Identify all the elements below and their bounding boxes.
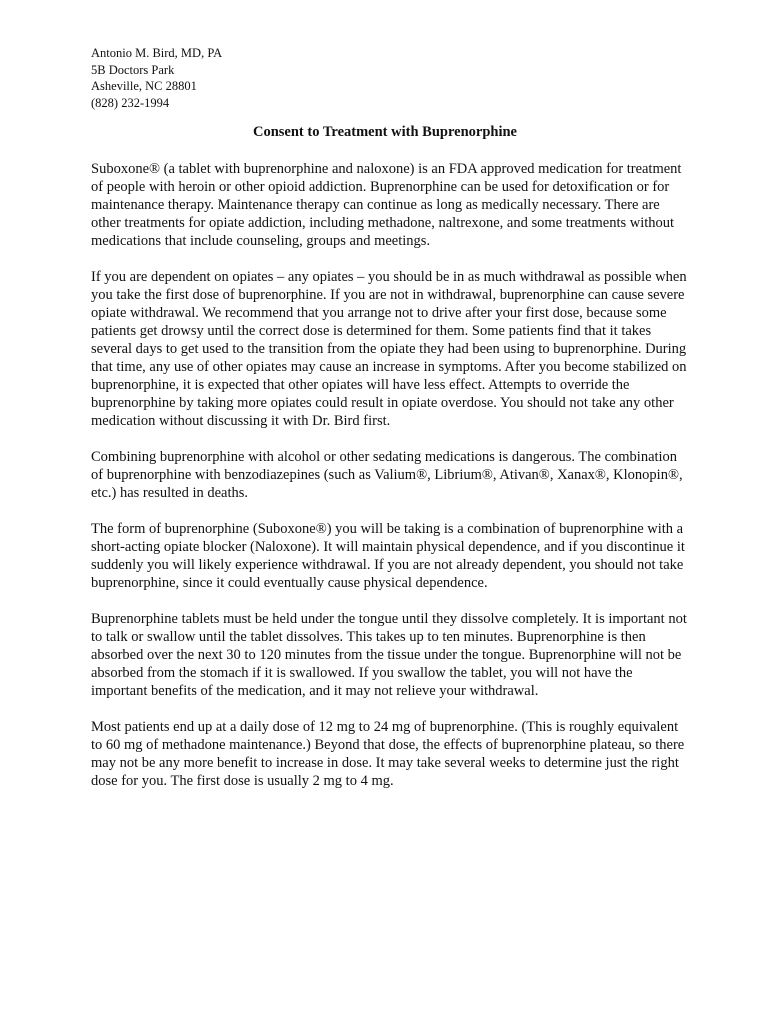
paragraph-sublingual: Buprenorphine tablets must be held under the tongue until they dissolve completely. It is important not to talk or swallow until the tablet dissolves. This takes up to ten minutes. Buprenorphine is then absorbed over the next 30 to 120 minutes from the tissue under the tongue. Buprenorphine will not be absorbed from the stomach if it is swallowed. If you swallow the tablet, you will not have the important benefits of the medication, and it may not relieve your withdrawal. — [91, 611, 687, 699]
document-body — [91, 160, 691, 808]
letterhead-street: 5B Doctors Park — [91, 62, 175, 77]
paragraph-withdrawal: If you are dependent on opiates – any opiates – you should be in as much withdrawal as possible when you take the first dose of buprenorphine. If you are not in withdrawal, buprenorphine can cause severe opiate withdrawal. We recommend that you arrange not to drive after your first dose, because some patients get drowsy until the correct dose is determined for them. Some patients find that it takes several days to get used to the transition from the opiate they had been using to buprenorphine. During that time, any use of other opiates may cause an increase in symptoms. After you become stabilized on buprenorphine, it is expected that other opiates will have less effect. Attempts to override the buprenorphine by taking more opiates could result in opiate overdose. You should not take any other medication without discussing it with Dr. Bird first. — [91, 269, 687, 429]
letterhead-phone: (828) 232-1994 — [91, 95, 170, 110]
document-title: Consent to Treatment with Buprenorphine — [253, 124, 517, 140]
letterhead — [91, 45, 222, 111]
paragraph-dosing: Most patients end up at a daily dose of 12 mg to 24 mg of buprenorphine. (This is roughly equivalent to 60 mg of methadone maintenance.) Beyond that dose, the effects of buprenorphine plateau, so there may not be any more benefit to increase in dose. It may take several weeks to determine just the right dose for you. The first dose is usually 2 mg to 4 mg. — [91, 719, 685, 789]
paragraph-naloxone: The form of buprenorphine (Suboxone®) you will be taking is a combination of buprenorphine with a short-acting opiate blocker (Naloxone). It will maintain physical dependence, and if you discontinue it suddenly you will likely experience withdrawal. If you are not already dependent, you should not take buprenorphine, since it could eventually cause physical dependence. — [91, 521, 685, 591]
paragraph-sedatives-warning: Combining buprenorphine with alcohol or other sedating medications is dangerous. The combination of buprenorphine with benzodiazepines (such as Valium®, Librium®, Ativan®, Xanax®, Klonopin®, etc.) has resulted in deaths. — [91, 449, 683, 501]
letterhead-name: Antonio M. Bird, MD, PA — [91, 46, 223, 60]
letterhead-city: Asheville, NC 28801 — [91, 79, 197, 93]
paragraph-suboxone-intro: Suboxone® (a tablet with buprenorphine and naloxone) is an FDA approved medication for treatment of people with heroin or other opioid addiction. Buprenorphine can be used for detoxification or for maintenance therapy. Maintenance therapy can continue as long as medically necessary. There are other treatments for opiate addiction, including methadone, naltrexone, and some treatments without medications that include counseling, groups and meetings. — [91, 161, 682, 249]
